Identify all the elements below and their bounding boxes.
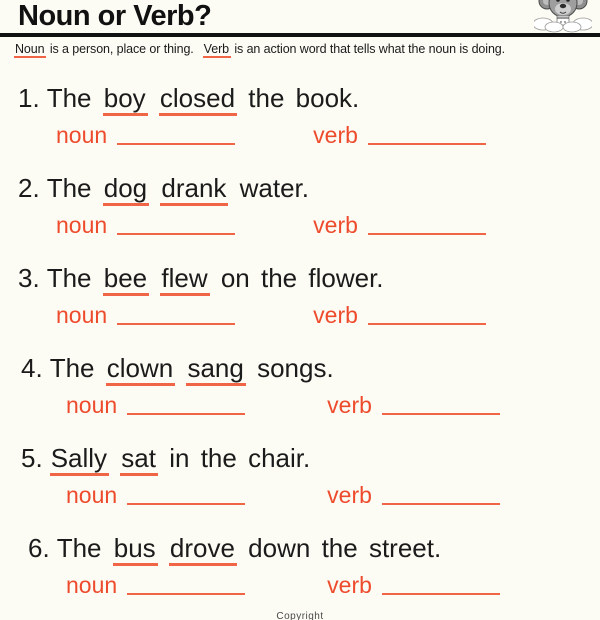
item-number: 1.	[18, 83, 40, 113]
exercise-item	[0, 353, 600, 423]
word: the	[248, 83, 285, 113]
word: The	[56, 533, 102, 563]
word: The	[46, 173, 92, 203]
verb-blank	[368, 128, 486, 145]
page-title: Noun or Verb?	[18, 0, 212, 32]
underlined-word: drove	[169, 533, 237, 566]
underlined-word: bee	[103, 263, 149, 296]
word: book.	[295, 83, 360, 113]
verb-blank	[368, 308, 486, 325]
word: songs.	[257, 353, 334, 383]
underlined-word: flew	[160, 263, 209, 296]
noun-blank	[117, 218, 235, 235]
noun-label: noun	[56, 302, 108, 328]
noun-label: noun	[66, 392, 118, 418]
exercise-item	[0, 443, 600, 513]
verb-blank	[368, 218, 486, 235]
word: The	[46, 83, 92, 113]
item-number: 5.	[21, 443, 43, 473]
item-sentence-words	[47, 263, 384, 296]
item-sentence	[0, 263, 600, 294]
item-sentence-words	[47, 83, 360, 116]
underlined-word: closed	[159, 83, 237, 116]
word: down	[248, 533, 311, 563]
noun-label: noun	[56, 122, 108, 148]
puppy-mascot-graphic	[534, 0, 592, 33]
underlined-word: drank	[160, 173, 228, 206]
noun-label: noun	[66, 482, 118, 508]
item-sentence-words	[50, 353, 334, 386]
item-sentence-words	[50, 443, 311, 476]
item-sentence-words	[47, 173, 309, 206]
noun-label: noun	[66, 572, 118, 598]
item-answers	[0, 302, 600, 333]
noun-blank	[127, 578, 245, 595]
underlined-word: sang	[186, 353, 245, 386]
exercise-item	[0, 83, 600, 153]
exercise-list	[0, 83, 600, 603]
underlined-word: clown	[106, 353, 175, 386]
exercise-item	[0, 533, 600, 603]
item-number: 6.	[28, 533, 50, 563]
underlined-word: boy	[103, 83, 148, 116]
item-answers	[0, 392, 600, 423]
word: The	[49, 353, 95, 383]
verb-blank	[382, 488, 500, 505]
footer-copyright: Copyright	[276, 611, 324, 620]
verb-label: verb	[327, 392, 372, 418]
word: The	[46, 263, 92, 293]
noun-label: noun	[56, 212, 108, 238]
word: chair.	[248, 443, 311, 473]
instructions: Noun is a person, place or thing. Verb is an action word that tells what the noun is doing.	[15, 42, 506, 56]
underlined-word: bus	[113, 533, 158, 566]
item-sentence	[0, 533, 600, 564]
item-number: 3.	[18, 263, 40, 293]
underlined-word: dog	[103, 173, 149, 206]
exercise-item	[0, 263, 600, 333]
item-answers	[0, 122, 600, 153]
item-number: 2.	[18, 173, 40, 203]
verb-label: verb	[327, 482, 372, 508]
word: on	[220, 263, 250, 293]
item-sentence	[0, 83, 600, 114]
item-answers	[0, 212, 600, 243]
item-sentence-words	[57, 533, 442, 566]
noun-blank	[117, 128, 235, 145]
verb-label: verb	[327, 572, 372, 598]
word: street.	[368, 533, 442, 563]
word: flower.	[308, 263, 384, 293]
verb-label: verb	[313, 122, 358, 148]
verb-blank	[382, 398, 500, 415]
item-answers	[0, 572, 600, 603]
title-rule	[0, 33, 600, 37]
item-sentence	[0, 443, 600, 474]
item-sentence	[0, 173, 600, 204]
word: in	[169, 443, 190, 473]
word: the	[200, 443, 237, 473]
instruction-term: Noun	[15, 42, 45, 56]
word: the	[321, 533, 358, 563]
instruction-term: Verb	[203, 42, 229, 56]
underlined-word: Sally	[50, 443, 109, 476]
noun-blank	[127, 398, 245, 415]
noun-blank	[117, 308, 235, 325]
item-sentence	[0, 353, 600, 384]
verb-label: verb	[313, 212, 358, 238]
verb-label: verb	[313, 302, 358, 328]
word: water.	[239, 173, 310, 203]
word: the	[261, 263, 298, 293]
item-number: 4.	[21, 353, 43, 383]
underlined-word: sat	[120, 443, 158, 476]
verb-blank	[382, 578, 500, 595]
noun-blank	[127, 488, 245, 505]
exercise-item	[0, 173, 600, 243]
item-answers	[0, 482, 600, 513]
